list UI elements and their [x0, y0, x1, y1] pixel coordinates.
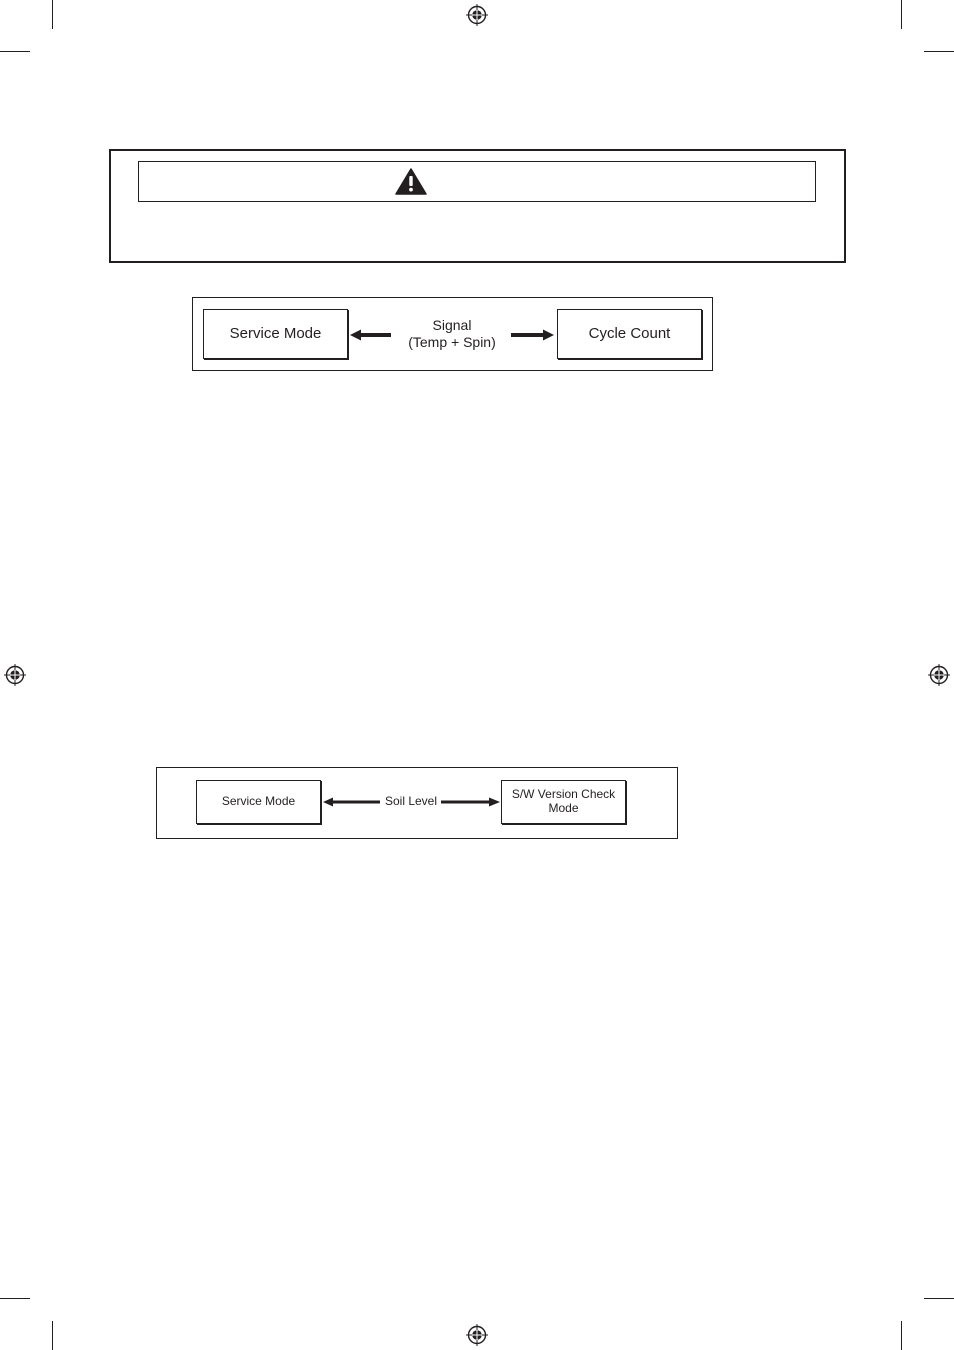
service-mode-label: Service Mode: [221, 794, 296, 809]
registration-mark-right-icon: [928, 664, 950, 686]
crop-mark-bottom-right-vertical: [901, 1321, 902, 1350]
warning-triangle-icon: [395, 168, 427, 195]
signal-label: [392, 317, 512, 351]
caution-header: [138, 161, 816, 202]
arrow-left-icon: [350, 329, 392, 341]
registration-mark-top-icon: [466, 4, 488, 26]
crop-mark-top-right-horizontal: [924, 51, 954, 52]
registration-mark-left-icon: [4, 664, 26, 686]
sw-version-check-line-2: Mode: [548, 801, 579, 815]
crop-mark-top-right-vertical: [901, 0, 902, 29]
service-mode-box: [196, 780, 321, 824]
crop-mark-bottom-left-vertical: [52, 1321, 53, 1350]
service-mode-label: Service Mode: [229, 325, 322, 343]
arrow-right-icon: [441, 797, 501, 807]
cycle-count-label: Cycle Count: [588, 325, 671, 343]
signal-line-1: Signal: [432, 317, 472, 333]
service-mode-sw-version-diagram: [156, 767, 678, 839]
service-mode-box: [203, 309, 348, 359]
service-mode-cycle-count-diagram: [192, 297, 713, 371]
caution-box: [109, 149, 846, 263]
crop-mark-top-left-vertical: [52, 0, 53, 29]
crop-mark-top-left-horizontal: [0, 51, 30, 52]
sw-version-check-box: [501, 780, 626, 824]
crop-mark-bottom-right-horizontal: [924, 1298, 954, 1299]
arrow-right-icon: [511, 329, 555, 341]
sw-version-check-line-1: S/W Version Check: [511, 787, 616, 802]
arrow-left-icon: [323, 797, 381, 807]
signal-line-2: (Temp + Spin): [408, 333, 496, 350]
registration-mark-bottom-icon: [466, 1324, 488, 1346]
cycle-count-box: [557, 309, 702, 359]
soil-level-label: Soil Level: [384, 794, 438, 808]
crop-mark-bottom-left-horizontal: [0, 1298, 30, 1299]
